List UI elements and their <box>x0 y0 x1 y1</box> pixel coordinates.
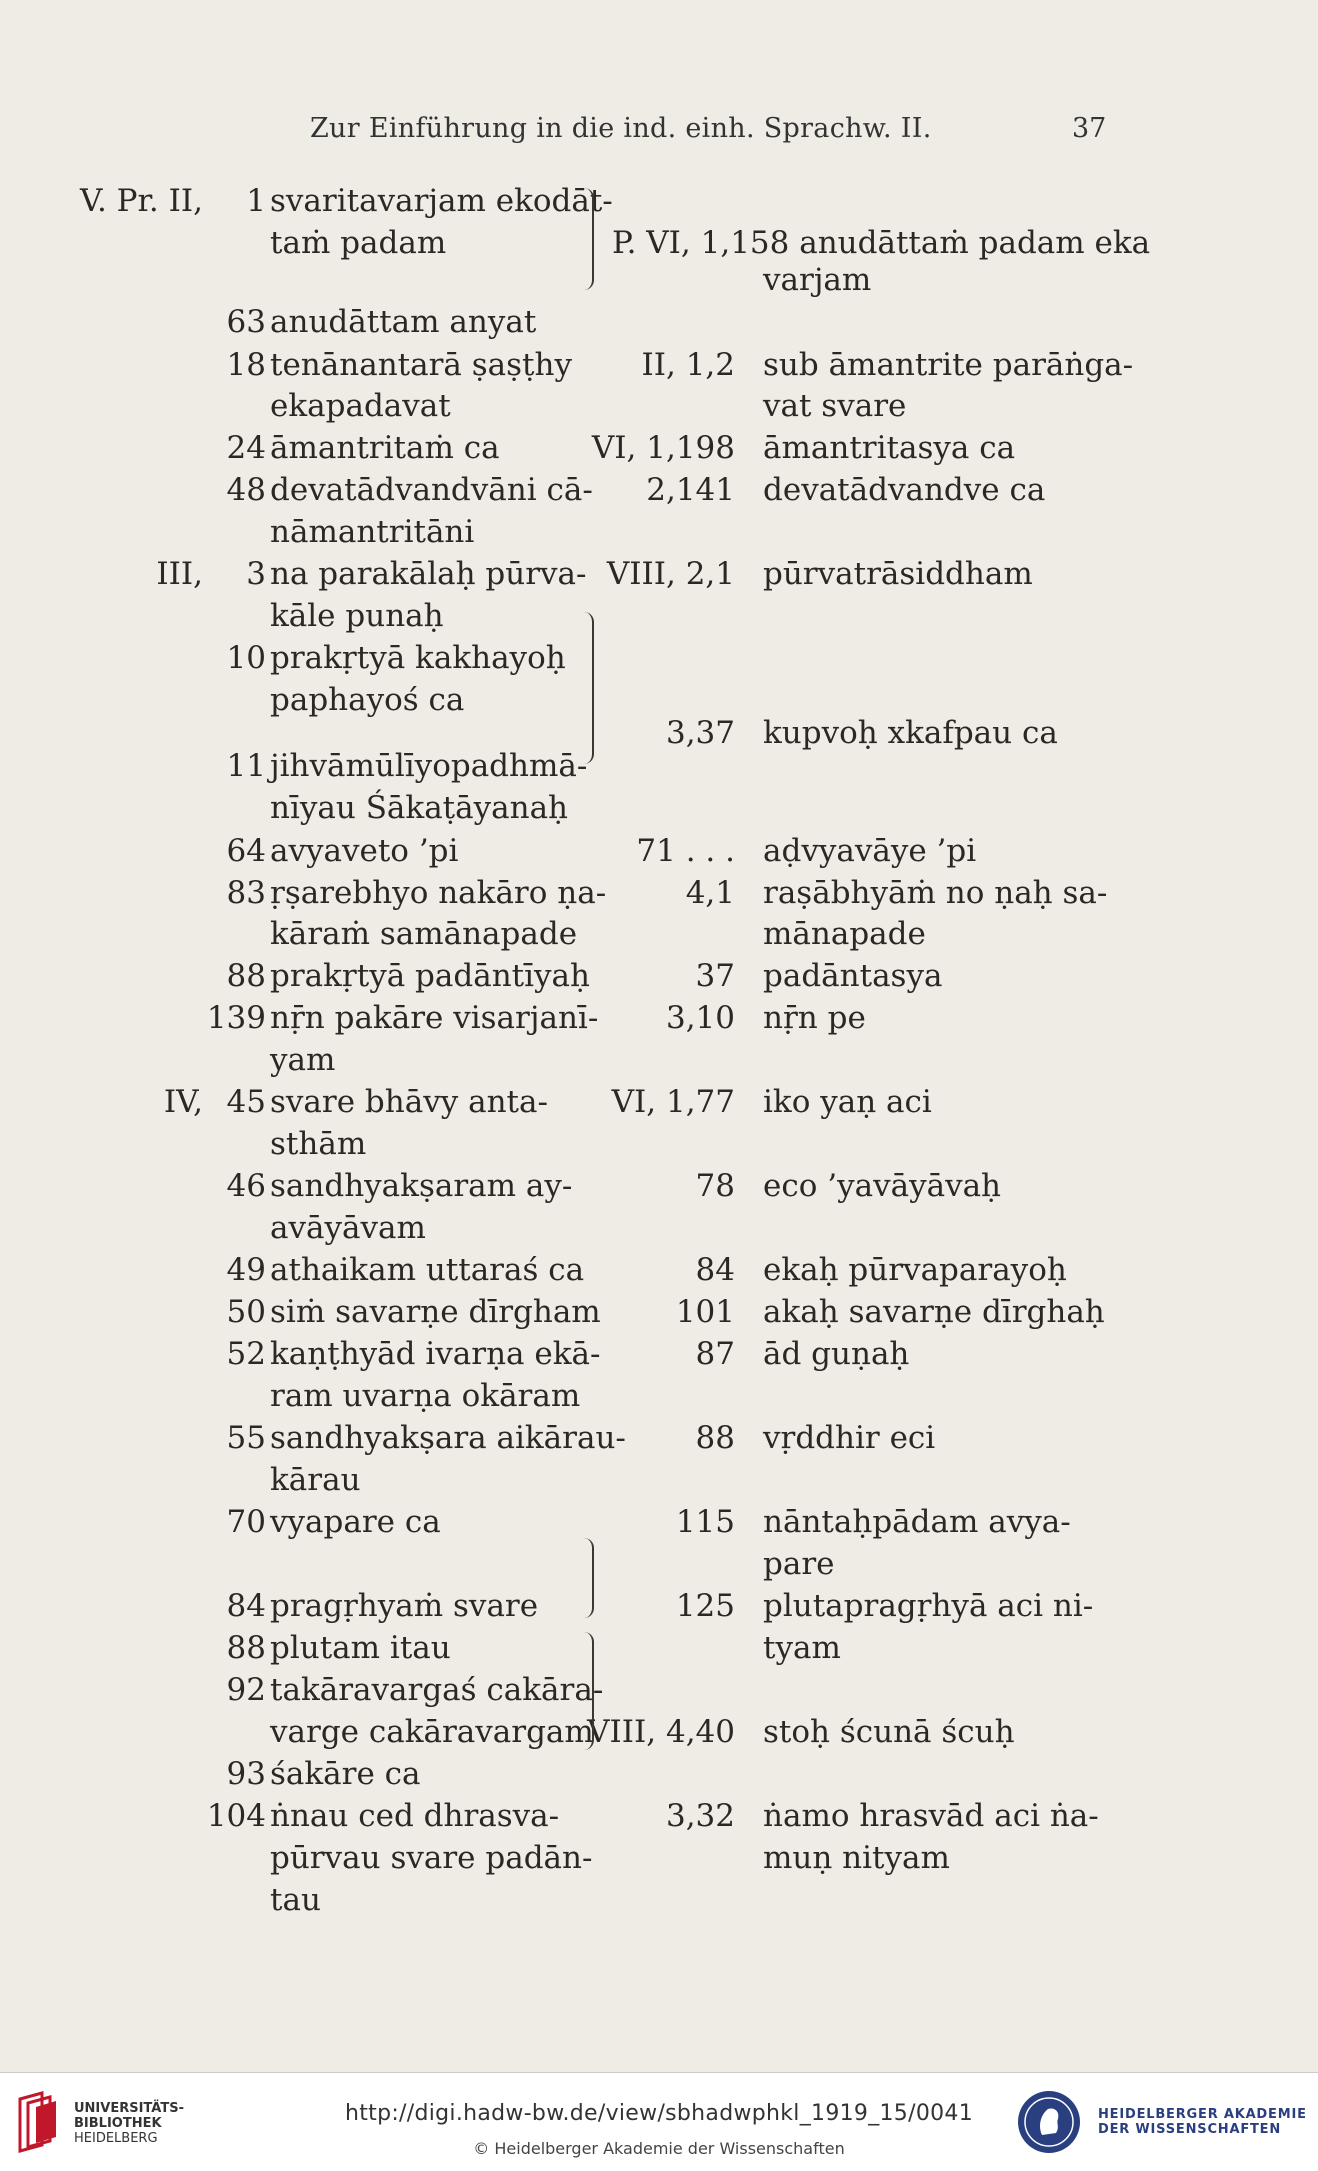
row-rtext: raṣābhyāṁ no ṇaḥ sa- <box>763 875 1108 911</box>
row-lnum: 3 <box>246 556 266 592</box>
concordance-row <box>0 833 1318 875</box>
row-rref: VI, 1,77 <box>611 1084 735 1120</box>
row-sec: III, <box>156 556 203 592</box>
row-ltext: vyapare ca <box>270 1504 441 1540</box>
row-rref: VI, 1,198 <box>591 430 735 466</box>
row-rref: 71 . . . <box>636 833 735 869</box>
row-rref: 4,1 <box>685 875 735 911</box>
row-ltext: avyaveto ’pi <box>270 833 459 869</box>
ub-name-line: HEIDELBERG <box>74 2131 158 2146</box>
concordance-row <box>0 347 1318 389</box>
row-ltext: tenānantarā ṣaṣṭhy <box>270 347 572 383</box>
row-ltext: āmantritaṁ ca <box>270 430 500 466</box>
row-lnum: 84 <box>226 1588 266 1624</box>
concordance-row <box>0 1462 1318 1504</box>
row-rtext: ād guṇaḥ <box>763 1336 910 1372</box>
concordance-row <box>0 183 1318 225</box>
concordance-row <box>0 1840 1318 1882</box>
group-brace <box>582 612 594 764</box>
row-lnum: 70 <box>226 1504 266 1540</box>
row-ltext: ekapadavat <box>270 388 451 424</box>
concordance-row <box>0 472 1318 514</box>
concordance-row <box>0 916 1318 958</box>
row-rref: 84 <box>695 1252 735 1288</box>
concordance-row <box>0 1882 1318 1924</box>
row-lnum: 10 <box>226 640 266 676</box>
concordance-row <box>0 875 1318 917</box>
row-lnum: 18 <box>226 347 266 383</box>
concordance-row <box>0 598 1318 640</box>
row-rtext: iko yaṇ aci <box>763 1084 932 1120</box>
row-lnum: 1 <box>246 183 266 219</box>
row-rtext: nāntaḥpādam avya- <box>763 1504 1071 1540</box>
row-sec: IV, <box>163 1084 203 1120</box>
row-rref: 3,32 <box>665 1798 735 1834</box>
row-rref: 3,10 <box>665 1000 735 1036</box>
row-ltext: avāyāvam <box>270 1210 426 1246</box>
row-lnum: 49 <box>226 1252 266 1288</box>
concordance-row <box>0 514 1318 556</box>
row-rtext: padāntasya <box>763 958 943 994</box>
row-rtext: mānapade <box>763 916 926 952</box>
row-ltext: taṁ padam <box>270 225 447 261</box>
row-rfull: P. VI, 1,158 anudāttaṁ padam eka <box>612 225 1151 261</box>
concordance-row <box>0 1798 1318 1840</box>
row-rref: 101 <box>675 1294 735 1330</box>
concordance-row <box>0 304 1318 346</box>
row-rtext: muṇ nityam <box>763 1840 950 1876</box>
row-ltext: ṛṣarebhyo nakāro ṇa- <box>270 875 607 911</box>
concordance-row <box>0 388 1318 430</box>
row-ltext: prakṛtyā padāntīyaḥ <box>270 958 591 994</box>
concordance-row <box>0 1630 1318 1672</box>
row-ltext: sandhyakṣaram ay- <box>270 1168 573 1204</box>
row-sec: V. Pr. II, <box>79 183 203 219</box>
row-lnum: 64 <box>226 833 266 869</box>
row-ltext: svaritavarjam ekodāt- <box>270 183 613 219</box>
concordance-row <box>0 1546 1318 1588</box>
concordance-row <box>0 1126 1318 1168</box>
ub-name-line: BIBLIOTHEK <box>74 2116 162 2131</box>
row-ltext: siṁ savarṇe dīrgham <box>270 1294 601 1330</box>
row-rtext: āmantritasya ca <box>763 430 1016 466</box>
concordance-row <box>0 225 1318 267</box>
row-ltext: nāmantritāni <box>270 514 475 550</box>
running-title: Zur Einführung in die ind. einh. Sprachw. II. <box>310 113 932 144</box>
concordance-row <box>0 958 1318 1000</box>
row-rref: VIII, 4,40 <box>587 1714 735 1750</box>
row-rtext: tyam <box>763 1630 841 1666</box>
row-rref: 87 <box>695 1336 735 1372</box>
footer-bar <box>0 2072 1318 2171</box>
group-brace <box>582 1632 594 1750</box>
row-lnum: 46 <box>226 1168 266 1204</box>
row-rref: 88 <box>695 1420 735 1456</box>
concordance-row <box>0 1672 1318 1714</box>
row-ltext: jihvāmūlīyopadhmā- <box>270 748 588 784</box>
permalink-url[interactable]: http://digi.hadw-bw.de/view/sbhadwphkl_1919_15/0041 <box>344 2101 974 2126</box>
row-rtext: sub āmantrite parāṅga- <box>763 347 1134 383</box>
concordance-row <box>0 1210 1318 1252</box>
copyright-notice: © Heidelberger Akademie der Wissenschaften <box>473 2139 845 2158</box>
row-rref: 37 <box>695 958 735 994</box>
row-ltext: takāravargaś cakāra- <box>270 1672 604 1708</box>
row-lnum: 88 <box>226 958 266 994</box>
academy-name <box>1098 2107 1307 2137</box>
concordance-row <box>0 1504 1318 1546</box>
row-ltext: pūrvau svare padān- <box>270 1840 593 1876</box>
concordance-row <box>0 1756 1318 1798</box>
row-ltext: yam <box>270 1042 336 1078</box>
row-rref: 2,141 <box>646 472 735 508</box>
row-lnum: 50 <box>226 1294 266 1330</box>
row-ltext: tau <box>270 1882 321 1918</box>
concordance-row <box>0 1714 1318 1756</box>
concordance-row <box>0 1000 1318 1042</box>
row-rref: 3,37 <box>665 715 735 751</box>
page-number: 37 <box>1072 113 1107 144</box>
row-rref: 125 <box>675 1588 735 1624</box>
row-ltext: nīyau Śākaṭāyanaḥ <box>270 790 569 826</box>
row-lnum: 24 <box>226 430 266 466</box>
row-lnum: 63 <box>226 304 266 340</box>
concordance-row <box>0 1420 1318 1462</box>
concordance-row <box>0 1042 1318 1084</box>
concordance-row <box>0 1084 1318 1126</box>
row-ltext: kāraṁ samānapade <box>270 916 578 952</box>
row-rtext: kupvoḥ xkafpau ca <box>763 715 1058 751</box>
row-ltext: prakṛtyā kakhayoḥ <box>270 640 566 676</box>
academy-name-line: HEIDELBERGER AKADEMIE <box>1098 2107 1307 2122</box>
row-ltext: plutam itau <box>270 1630 451 1666</box>
row-ltext: varge cakāravargam <box>270 1714 594 1750</box>
row-ltext: svare bhāvy anta- <box>270 1084 548 1120</box>
row-rtext: eco ’yavāyāvaḥ <box>763 1168 1002 1204</box>
row-rtext: aḍvyavāye ’pi <box>763 833 977 869</box>
concordance-row <box>0 430 1318 472</box>
row-ltext: na parakālaḥ pūrva- <box>270 556 587 592</box>
row-rref: 115 <box>675 1504 735 1540</box>
row-lnum: 93 <box>226 1756 266 1792</box>
row-rtext: ṅamo hrasvād aci ṅa- <box>763 1798 1099 1834</box>
row-rtext: nṝn pe <box>763 1000 866 1036</box>
academy-seal-icon <box>1016 2089 1082 2155</box>
row-lnum: 55 <box>226 1420 266 1456</box>
row-ltext: pragṛhyaṁ svare <box>270 1588 539 1624</box>
row-rtext: stoḥ ścunā ścuḥ <box>763 1714 1015 1750</box>
row-ltext: sandhyakṣara aikārau- <box>270 1420 626 1456</box>
row-lnum: 88 <box>226 1630 266 1666</box>
row-lnum: 139 <box>206 1000 266 1036</box>
concordance-row <box>0 1588 1318 1630</box>
row-rtext: varjam <box>763 262 872 298</box>
row-rref: II, 1,2 <box>641 347 735 383</box>
row-ltext: nṝn pakāre visarjanī- <box>270 1000 599 1036</box>
row-ltext: paphayoś ca <box>270 682 465 718</box>
concordance-row <box>0 1252 1318 1294</box>
row-rref: 78 <box>695 1168 735 1204</box>
row-rtext: vat svare <box>763 388 907 424</box>
row-ltext: kaṇṭhyād ivarṇa ekā- <box>270 1336 601 1372</box>
row-rtext: plutapragṛhyā aci ni- <box>763 1588 1094 1624</box>
row-ltext: sthām <box>270 1126 367 1162</box>
concordance-row <box>0 1168 1318 1210</box>
academy-name-line: DER WISSENSCHAFTEN <box>1098 2122 1282 2137</box>
row-ltext: anudāttam anyat <box>270 304 537 340</box>
row-rtext: pūrvatrāsiddham <box>763 556 1033 592</box>
row-lnum: 48 <box>226 472 266 508</box>
row-lnum: 52 <box>226 1336 266 1372</box>
row-ltext: devatādvandvāni cā- <box>270 472 593 508</box>
row-rtext: pare <box>763 1546 835 1582</box>
concordance-row <box>0 262 1318 304</box>
concordance-row <box>0 790 1318 832</box>
group-brace <box>582 1538 594 1618</box>
concordance-row <box>0 1336 1318 1378</box>
row-ltext: athaikam uttaraś ca <box>270 1252 585 1288</box>
row-ltext: ṅnau ced dhrasva- <box>270 1798 560 1834</box>
ub-name-line: UNIVERSITÄTS- <box>74 2101 184 2116</box>
concordance-row <box>0 1294 1318 1336</box>
row-ltext: śakāre ca <box>270 1756 421 1792</box>
row-ltext: kāle punaḥ <box>270 598 444 634</box>
row-lnum: 92 <box>226 1672 266 1708</box>
row-ltext: ram uvarṇa okāram <box>270 1378 581 1414</box>
row-lnum: 83 <box>226 875 266 911</box>
row-rtext: ekaḥ pūrvaparayoḥ <box>763 1252 1067 1288</box>
row-rtext: devatādvandve ca <box>763 472 1046 508</box>
concordance-row <box>0 748 1318 790</box>
row-rtext: akaḥ savarṇe dīrghaḥ <box>763 1294 1105 1330</box>
row-rtext: vṛddhir eci <box>763 1420 936 1456</box>
concordance-row <box>0 556 1318 598</box>
row-lnum: 45 <box>226 1084 266 1120</box>
row-rref: VIII, 2,1 <box>606 556 735 592</box>
group-brace <box>582 188 594 290</box>
row-lnum: 11 <box>226 748 266 784</box>
row-ltext: kārau <box>270 1462 361 1498</box>
concordance-row <box>0 640 1318 682</box>
row-lnum: 104 <box>206 1798 266 1834</box>
concordance-row <box>0 1378 1318 1420</box>
